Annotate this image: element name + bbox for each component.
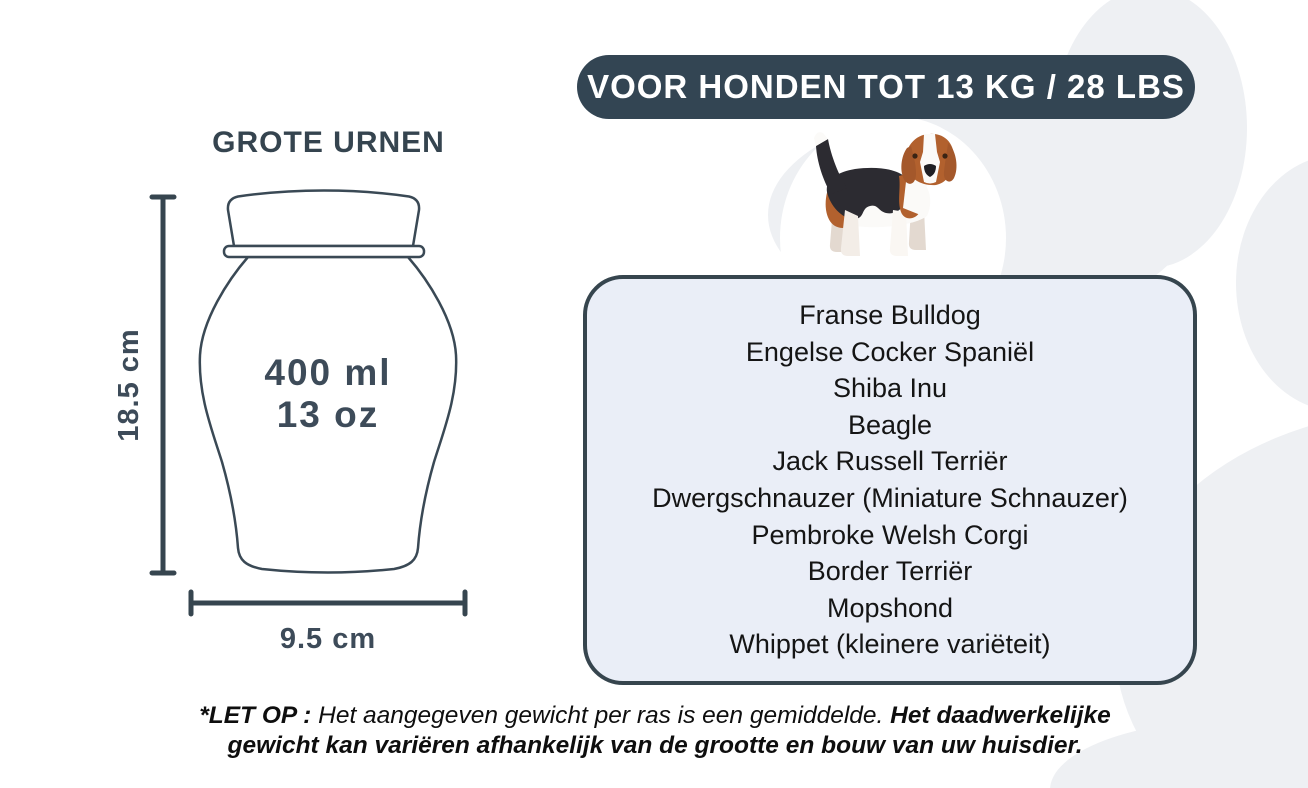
breed-item: Dwergschnauzer (Miniature Schnauzer) (652, 483, 1128, 513)
urn-diagram (90, 180, 510, 660)
breed-item: Jack Russell Terriër (772, 446, 1008, 477)
breed-item: Border Terriër (807, 556, 973, 587)
breed-item: Beagle (847, 409, 933, 440)
urn-lid-outline (228, 191, 419, 247)
beagle-right-eye (942, 153, 947, 158)
beagle-left-eye (912, 153, 917, 158)
width-dimension-label: 9.5 cm (279, 623, 377, 655)
height-dimension-line (152, 197, 174, 573)
breed-item: Shiba Inu (832, 373, 948, 404)
breed-item: Engelse Cocker Spaniël (745, 336, 1035, 367)
weight-banner-label: VOOR HONDEN TOT 13 KG / 28 LBS (587, 68, 1185, 105)
breed-item: Franse Bulldog (799, 300, 981, 331)
paw-toe-top (1053, 0, 1247, 268)
volume-oz-label: 13 oz (276, 394, 380, 435)
breed-item: Mopshond (826, 592, 954, 623)
weight-banner (577, 55, 1195, 119)
paw-toe-right (1236, 155, 1308, 411)
disclaimer-prefix: *LET OP : (199, 702, 319, 729)
urn-neck-band (224, 246, 424, 257)
breed-item: Pembroke Welsh Corgi (751, 519, 1029, 550)
breed-item: Whippet (kleinere variëteit) (729, 629, 1051, 660)
disclaimer-regular-text: Het aangegeven gewicht per ras is een gemiddelde. (318, 702, 891, 729)
width-dimension-line (191, 592, 465, 614)
beagle-illustration-icon (803, 128, 967, 262)
height-dimension-label: 18.5 cm (113, 328, 145, 442)
disclaimer-note (155, 701, 1155, 761)
beagle-tail (816, 139, 847, 194)
urn-section-title: GROTE URNEN (212, 126, 445, 159)
breed-list-box (583, 275, 1197, 685)
volume-ml-label: 400 ml (264, 352, 392, 393)
disclaimer-bold-text: Het daadwerkelijke gewicht kan variëren afhankelijk van de grootte en bouw van uw huisdier. (227, 702, 1111, 759)
